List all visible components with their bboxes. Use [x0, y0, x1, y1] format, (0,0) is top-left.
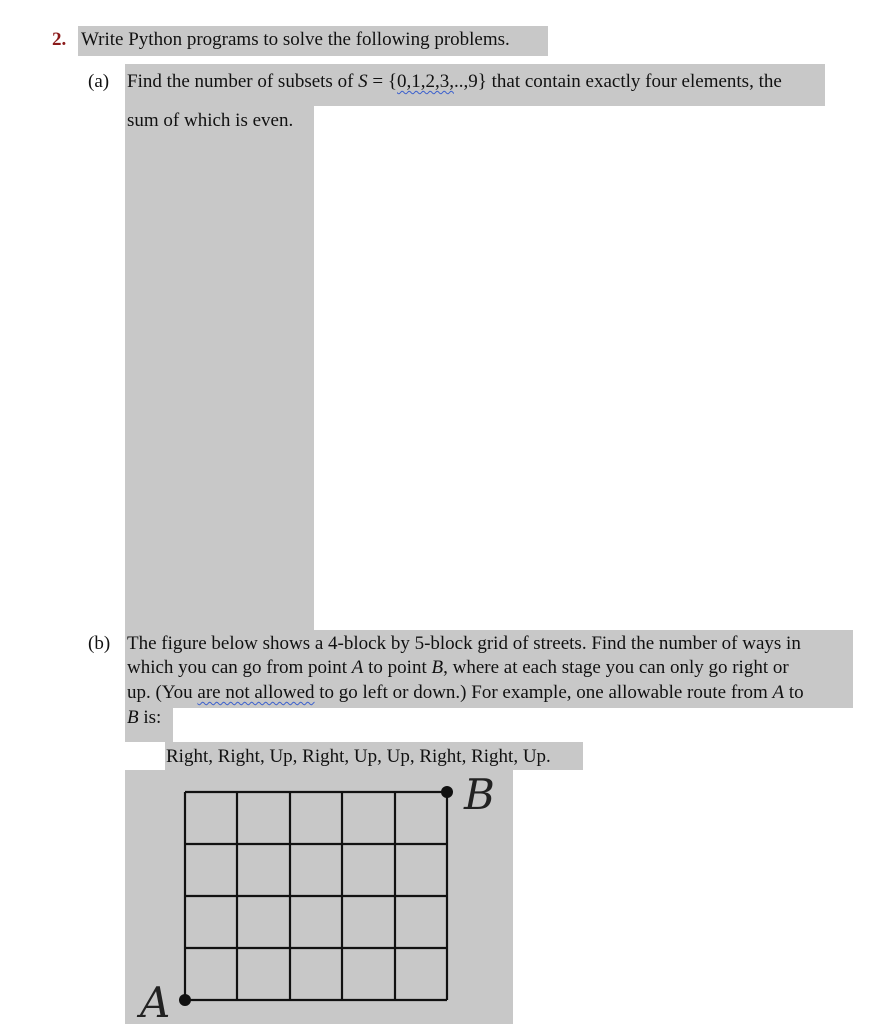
- part-b-line4-rest: is:: [138, 707, 162, 728]
- question-title: Write Python programs to solve the following problems.: [81, 29, 510, 50]
- point-b-ref: B: [431, 657, 444, 678]
- part-a-line1-rest: ..,9} that contain exactly four elements, the: [454, 71, 782, 92]
- part-b-line2-suffix: , where at each stage you can only go right or: [443, 657, 789, 678]
- example-route: Right, Right, Up, Right, Up, Up, Right, Right, Up.: [166, 746, 551, 767]
- point-a-dot: [179, 994, 191, 1006]
- point-a-label: A: [140, 978, 171, 1027]
- point-b-dot: [441, 786, 453, 798]
- point-b-label: B: [464, 770, 495, 819]
- point-b-ref-2: B: [127, 707, 139, 728]
- not-allowed-phrase: are not allowed: [197, 682, 315, 703]
- part-b-line2-mid: to point: [363, 657, 432, 678]
- part-a-line2: sum of which is even.: [127, 110, 294, 131]
- part-b-line3-prefix: up. (You: [127, 682, 198, 703]
- point-a-ref-2: A: [772, 682, 785, 703]
- street-grid: [185, 792, 447, 1000]
- part-a-line1-prefix: Find the number of subsets of: [127, 71, 359, 92]
- part-b-line3-end: to: [784, 682, 804, 703]
- part-b-line3-suffix: to go left or down.) For example, one allowable route from: [314, 682, 773, 703]
- part-b-label: (b): [88, 633, 111, 654]
- part-a-label: (a): [88, 71, 110, 92]
- set-variable: S: [358, 71, 368, 92]
- part-b-line2-prefix: which you can go from point: [127, 657, 352, 678]
- set-elements: 0,1,2,3,: [397, 71, 454, 92]
- part-b-line1: The figure below shows a 4-block by 5-block grid of streets. Find the number of ways in: [127, 633, 801, 654]
- question-number: 2.: [52, 29, 67, 50]
- point-a-ref: A: [351, 657, 364, 678]
- set-equals: = {: [367, 71, 397, 92]
